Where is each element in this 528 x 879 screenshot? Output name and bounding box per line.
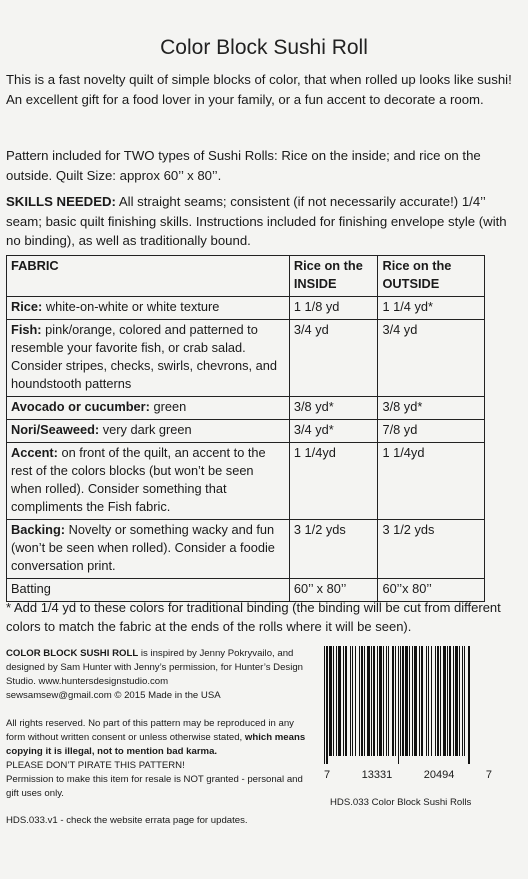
fabric-requirements-table	[6, 255, 485, 602]
fabric-desc: pink/orange, colored and patterned to resemble your favorite fish, or crab salad. Consider stripes, checks, swirls, chevrons, and houndstooth patterns	[11, 322, 277, 391]
fabric-label: Fish:	[11, 322, 42, 337]
fabric-desc: white-on-white or white texture	[42, 299, 220, 314]
fabric-label: Backing:	[11, 522, 66, 537]
barcode-digit-group: 20494	[423, 769, 455, 781]
credits-contact: sewsamsew@gmail.com © 2015 Made in the USA	[6, 690, 221, 701]
credits-block	[6, 647, 306, 703]
inside-cell: 60’’ x 80’’	[289, 579, 378, 602]
barcode-image	[322, 646, 472, 764]
table-row	[7, 520, 485, 579]
skills-paragraph	[6, 192, 518, 251]
table-row	[7, 320, 485, 397]
inside-cell: 1 1/8 yd	[289, 297, 378, 320]
outside-cell: 60’’x 80’’	[378, 579, 485, 602]
table-row	[7, 420, 485, 443]
outside-cell: 3/8 yd*	[378, 397, 485, 420]
inside-cell: 1 1/4yd	[289, 443, 378, 520]
fabric-desc: very dark green	[99, 422, 192, 437]
barcode-caption: HDS.033 Color Block Sushi Rolls	[330, 797, 472, 808]
table-row	[7, 397, 485, 420]
pattern-info-paragraph: Pattern included for TWO types of Sushi Rolls: Rice on the inside; and rice on the outside. Quilt Size: approx 60’’ x 80’’.	[6, 148, 481, 183]
barcode-digit-group: 7	[324, 769, 331, 781]
fabric-desc: Novelty or something wacky and fun (won’t be seen when rolled). Consider a foodie conversation print.	[11, 522, 275, 573]
fabric-cell	[7, 397, 290, 420]
binding-footnote: * Add 1/4 yd to these colors for traditional binding (the binding will be cut from different colors to match the fabric at the ends of the rolls where it will be seen).	[6, 600, 501, 634]
barcode-digit-group: 13331	[361, 769, 393, 781]
fabric-desc: green	[149, 399, 187, 414]
fabric-desc: on front of the quilt, an accent to the rest of the colors blocks (but won’t be seen when rolled). Consider something that compliments the Fish fabric.	[11, 445, 266, 514]
header-outside: Rice on the OUTSIDE	[378, 256, 485, 297]
fabric-label: Rice:	[11, 299, 43, 314]
fabric-desc: Batting	[11, 581, 51, 596]
skills-label: SKILLS NEEDED:	[6, 194, 116, 209]
page-title: Color Block Sushi Roll	[160, 36, 368, 59]
outside-cell: 3 1/2 yds	[378, 520, 485, 579]
intro-paragraph: This is a fast novelty quilt of simple blocks of color, that when rolled up looks like sushi! An excellent gift for a food lover in your family, or a fun accent to decorate a room.	[6, 72, 512, 107]
barcode-digit-group: 7	[485, 769, 492, 781]
inside-cell: 3/4 yd*	[289, 420, 378, 443]
fabric-cell	[7, 443, 290, 520]
fabric-label: Avocado or cucumber:	[11, 399, 150, 414]
table-row	[7, 297, 485, 320]
inside-cell: 3/8 yd*	[289, 397, 378, 420]
fabric-label: Accent:	[11, 445, 58, 460]
credits-text: is inspired by Jenny Pokryvailo, and designed by Sam Hunter with Jenny’s permission, for Hunter’s Design Studio. www.huntersdesignstudio.com	[6, 648, 304, 687]
outside-cell: 7/8 yd	[378, 420, 485, 443]
rights-line2: PLEASE DON’T PIRATE THIS PATTERN!	[6, 760, 185, 771]
barcode-digits	[324, 769, 492, 781]
fabric-label: Nori/Seaweed:	[11, 422, 100, 437]
rights-line3: Permission to make this item for resale is NOT granted - personal and gift uses only.	[6, 774, 303, 799]
fabric-cell	[7, 520, 290, 579]
table-header-row	[7, 256, 485, 297]
rights-block	[6, 717, 306, 801]
rights-bold: which means copying it is illegal, not to mention bad karma.	[6, 732, 306, 757]
inside-cell: 3 1/2 yds	[289, 520, 378, 579]
outside-cell: 1 1/4yd	[378, 443, 485, 520]
outside-cell: 3/4 yd	[378, 320, 485, 397]
skills-text: All straight seams; consistent (if not necessarily accurate!) 1/4’’ seam; basic quilt finishing skills. Instructions included for finishing envelope style (with no binding), as well as traditionally bound.	[6, 194, 507, 248]
inside-cell: 3/4 yd	[289, 320, 378, 397]
table-row	[7, 443, 485, 520]
fabric-cell	[7, 320, 290, 397]
credits-name: COLOR BLOCK SUSHI ROLL	[6, 648, 139, 659]
header-inside: Rice on the INSIDE	[289, 256, 378, 297]
rights-line1: All rights reserved. No part of this pattern may be reproduced in any form without written consent or unless otherwise stated,	[6, 718, 294, 743]
fabric-cell	[7, 420, 290, 443]
header-fabric: FABRIC	[7, 256, 290, 297]
fabric-cell	[7, 297, 290, 320]
outside-cell: 1 1/4 yd*	[378, 297, 485, 320]
errata-note: HDS.033.v1 - check the website errata page for updates.	[6, 815, 248, 826]
